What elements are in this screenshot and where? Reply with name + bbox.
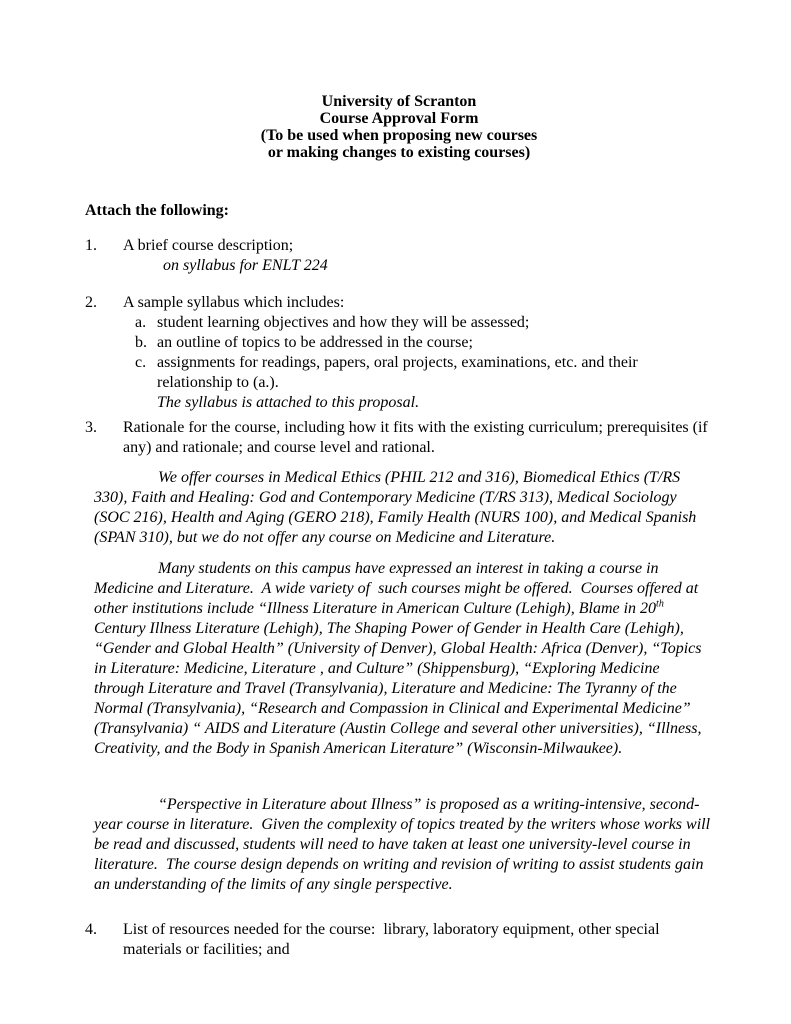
item-3-text: Rationale for the course, including how it fits with the existing curriculum; prerequisites (if any) and rationale; and course level and rational. — [123, 419, 712, 456]
item-2-note: The syllabus is attached to this proposal. — [157, 394, 420, 411]
item-4-number: 4. — [85, 921, 97, 938]
list-item-4 — [85, 920, 713, 960]
list-item-3 — [85, 418, 713, 458]
sub-item-a-text: student learning objectives and how they will be assessed; — [157, 314, 530, 331]
item-1-number: 1. — [85, 237, 97, 254]
sub-item-b-text: an outline of topics to be addressed in the course; — [157, 334, 473, 351]
ordinal-superscript: th — [656, 598, 664, 610]
rationale-paragraph-2-text-before-superscript: Many students on this campus have expressed an interest in taking a course in Medicine and Literature. A wide variety of such courses might be offered. Courses offered at other institutions include “Illness Literature in American Culture (Lehigh), Blame in 20 — [94, 560, 703, 617]
title-line-usage-note-1: (To be used when proposing new courses — [260, 127, 538, 144]
rationale-paragraph-2 — [94, 559, 713, 759]
sub-item-c-text: assignments for readings, papers, oral projects, examinations, etc. and their relationship to (a.). — [157, 354, 642, 391]
item-1-text: A brief course description; — [123, 237, 294, 254]
item-3-number: 3. — [85, 419, 97, 436]
sub-item-c — [123, 353, 713, 393]
sub-item-c-letter: c. — [135, 354, 147, 371]
item-2-body — [123, 293, 713, 413]
item-2-text: A sample syllabus which includes: — [123, 294, 345, 311]
item-2-number: 2. — [85, 294, 97, 311]
sub-item-a — [123, 313, 713, 333]
rationale-paragraph-2-text-after-superscript: Century Illness Literature (Lehigh), The Shaping Power of Gender in Health Care (Lehigh), “Gender and Global Health” (University of Denver), Global Health: Africa (Denver), “Topics in Literature: Medicine, Literature , and Culture” (Shippensburg), “Exploring Medicine through Literature and Travel (Transylvania), Literature and Medicine: The Tyranny of the Normal (Transylvania), “Research and Compassion in Clinical and Experimental Medicine” (Transylvania) “ AIDS and Literature (Austin College and several other universities), “Illness, Creativity, and the Body in Spanish American Literature” (Wisconsin-Milwaukee). — [94, 600, 706, 757]
rationale-paragraph-1: We offer courses in Medical Ethics (PHIL 212 and 316), Biomedical Ethics (T/RS 330), Faith and Healing: God and Contemporary Medicine (T/RS 313), Medical Sociology (SOC 216), Health and Aging (GERO 218), Family Health (NURS 100), and Medical Spanish (SPAN 310), but we do not offer any course on Medicine and Literature. — [94, 469, 701, 546]
form-title-block — [85, 93, 713, 161]
sub-item-a-letter: a. — [135, 314, 147, 331]
item-4-text: List of resources needed for the course: library, laboratory equipment, other special materials or facilities; and — [123, 921, 664, 958]
title-line-university: University of Scranton — [321, 93, 477, 110]
list-item-1 — [85, 236, 713, 276]
item-4-body — [123, 920, 713, 960]
item-1-note: on syllabus for ENLT 224 — [163, 257, 328, 274]
list-item-2 — [85, 293, 713, 413]
title-line-usage-note-2: or making changes to existing courses) — [267, 144, 531, 161]
sub-item-b-letter: b. — [135, 334, 147, 351]
item-3-body — [123, 418, 713, 458]
item-1-body — [123, 236, 713, 276]
attach-heading: Attach the following: — [85, 202, 229, 219]
title-line-form-name: Course Approval Form — [319, 110, 479, 127]
sub-item-b — [123, 333, 713, 353]
rationale-paragraph-3: “Perspective in Literature about Illness” is proposed as a writing-intensive, second-year course in literature. Given the complexity of topics treated by the writers whose works will be read and discussed, students will need to have taken at least one university-level course in literature. The course design depends on writing and revision of writing to assist students gain an understanding of the limits of any single perspective. — [94, 796, 715, 893]
